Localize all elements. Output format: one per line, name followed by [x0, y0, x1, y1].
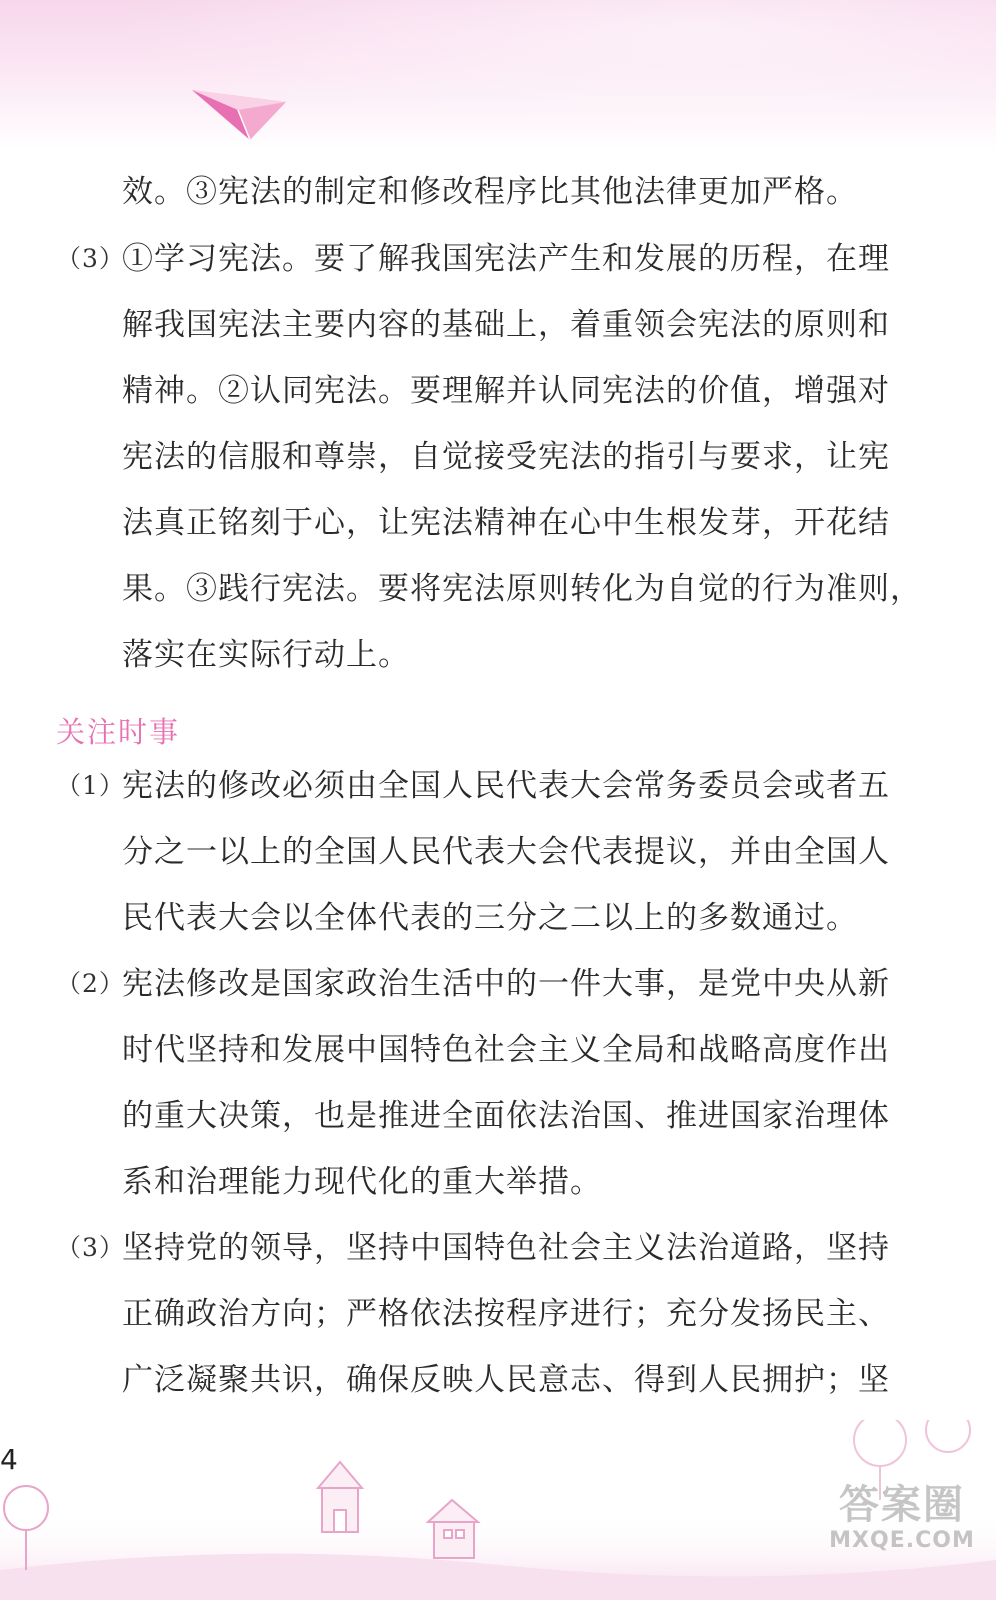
event-item-1-number: （1） — [56, 771, 125, 800]
item-3-line: ①学习宪法。要了解我国宪法产生和发展的历程，在理 — [122, 241, 890, 277]
event-item-1-line: 宪法的修改必须由全国人民代表大会常务委员会或者五 — [122, 768, 890, 804]
event-item-3-line: 坚持党的领导，坚持中国特色社会主义法治道路，坚持 — [122, 1230, 890, 1266]
item-3-number: （3） — [56, 244, 125, 273]
event-item-3-number: （3） — [56, 1233, 125, 1262]
continuation-line: 效。③宪法的制定和修改程序比其他法律更加严格。 — [122, 174, 858, 210]
event-item-1-line: 民代表大会以全体代表的三分之二以上的多数通过。 — [122, 900, 858, 936]
item-3-line: 宪法的信服和尊崇，自觉接受宪法的指引与要求，让宪 — [122, 439, 890, 475]
event-item-2-line: 宪法修改是国家政治生活中的一件大事，是党中央从新 — [122, 966, 890, 1002]
watermark-bottom-text: MXQE.COM — [829, 1528, 975, 1553]
event-item-2-line: 的重大决策，也是推进全面依法治国、推进国家治理体 — [122, 1098, 890, 1134]
item-3-line: 解我国宪法主要内容的基础上，着重领会宪法的原则和 — [122, 307, 890, 343]
item-3-line: 精神。②认同宪法。要理解并认同宪法的价值，增强对 — [122, 373, 890, 409]
event-item-3-line: 广泛凝聚共识，确保反映人民意志、得到人民拥护；坚 — [122, 1362, 890, 1398]
item-3-line: 法真正铭刻于心，让宪法精神在心中生根发芽，开花结 — [122, 505, 890, 541]
event-item-2-line: 系和治理能力现代化的重大举措。 — [122, 1164, 602, 1200]
event-item-1-line: 分之一以上的全国人民代表大会代表提议，并由全国人 — [122, 834, 890, 870]
section-title-current-events: 关注时事 — [56, 715, 181, 749]
header-band — [0, 0, 996, 150]
page-number: 4 — [0, 1443, 18, 1476]
event-item-2-number: （2） — [56, 969, 125, 998]
paper-plane-icon — [190, 84, 290, 144]
event-item-2-line: 时代坚持和发展中国特色社会主义全局和战略高度作出 — [122, 1032, 890, 1068]
item-3-line: 果。③践行宪法。要将宪法原则转化为自觉的行为准则， — [122, 571, 922, 607]
event-item-3-line: 正确政治方向；严格依法按程序进行；充分发扬民主、 — [122, 1296, 890, 1332]
watermark-top-text: 答案圈 — [839, 1482, 965, 1528]
watermark-logo — [822, 1482, 982, 1554]
item-3-line: 落实在实际行动上。 — [122, 637, 410, 673]
